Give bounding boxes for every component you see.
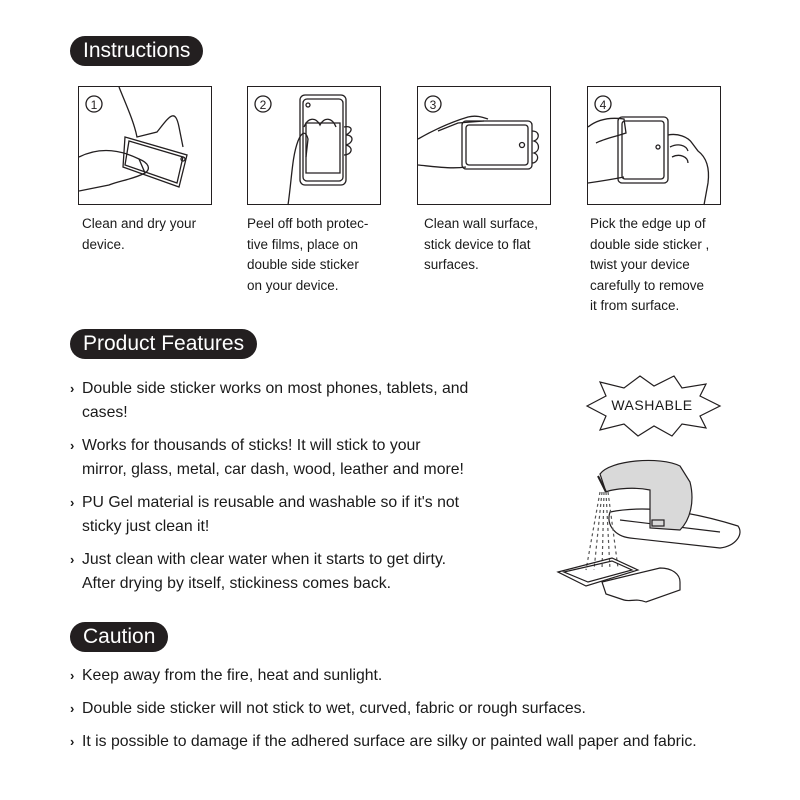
- feature-item: › PU Gel material is reusable and washable so if it's not sticky just clean it!: [70, 491, 550, 539]
- step-1-panel: [78, 86, 212, 205]
- caution-item: › It is possible to damage if the adhered surface are silky or painted wall paper and fabric.: [70, 731, 790, 753]
- chevron-right-icon: ›: [70, 438, 75, 453]
- step-3-illustration: [418, 87, 552, 206]
- instructions-heading: Instructions: [70, 36, 203, 66]
- caution-item: › Keep away from the fire, heat and sunlight.: [70, 665, 790, 687]
- washable-badge: [582, 374, 722, 438]
- step-number: 1: [90, 98, 98, 112]
- chevron-right-icon: ›: [70, 495, 75, 510]
- feature-item: › Just clean with clear water when it starts to get dirty. After drying by itself, stickiness comes back.: [70, 548, 550, 596]
- step-number: 2: [259, 98, 267, 112]
- product-features-heading: Product Features: [70, 329, 257, 359]
- faucet-panel: [550, 450, 745, 615]
- step-1-illustration: [79, 87, 213, 206]
- features-list: [70, 377, 550, 605]
- chevron-right-icon: ›: [70, 668, 75, 683]
- step-3-text: Clean wall surface, stick device to flat surfaces.: [424, 216, 539, 272]
- step-3-panel: [417, 86, 551, 205]
- step-number: 4: [599, 98, 607, 112]
- step-2-panel: [247, 86, 381, 205]
- step-2-text: Peel off both protec- tive films, place on double side sticker on your device.: [247, 216, 369, 293]
- step-number: 3: [429, 98, 437, 112]
- step-1-text: Clean and dry your device.: [82, 216, 197, 252]
- feature-item: › Works for thousands of sticks! It will stick to your mirror, glass, metal, car dash, wood, leather and more!: [70, 434, 550, 482]
- washable-label: WASHABLE: [611, 397, 693, 413]
- step-4-panel: [587, 86, 721, 205]
- caution-item: › Double side sticker will not stick to wet, curved, fabric or rough surfaces.: [70, 698, 790, 720]
- step-4-text: Pick the edge up of double side sticker , twist your device carefully to remove it from surface.: [590, 216, 710, 313]
- feature-item: › Double side sticker works on most phones, tablets, and cases!: [70, 377, 550, 425]
- chevron-right-icon: ›: [70, 734, 75, 749]
- step-4-illustration: [588, 87, 722, 206]
- chevron-right-icon: ›: [70, 552, 75, 567]
- step-2-illustration: [248, 87, 382, 206]
- chevron-right-icon: ›: [70, 381, 75, 396]
- caution-heading: Caution: [70, 622, 168, 652]
- chevron-right-icon: ›: [70, 701, 75, 716]
- faucet-illustration: [550, 450, 745, 610]
- caution-list: [70, 665, 790, 764]
